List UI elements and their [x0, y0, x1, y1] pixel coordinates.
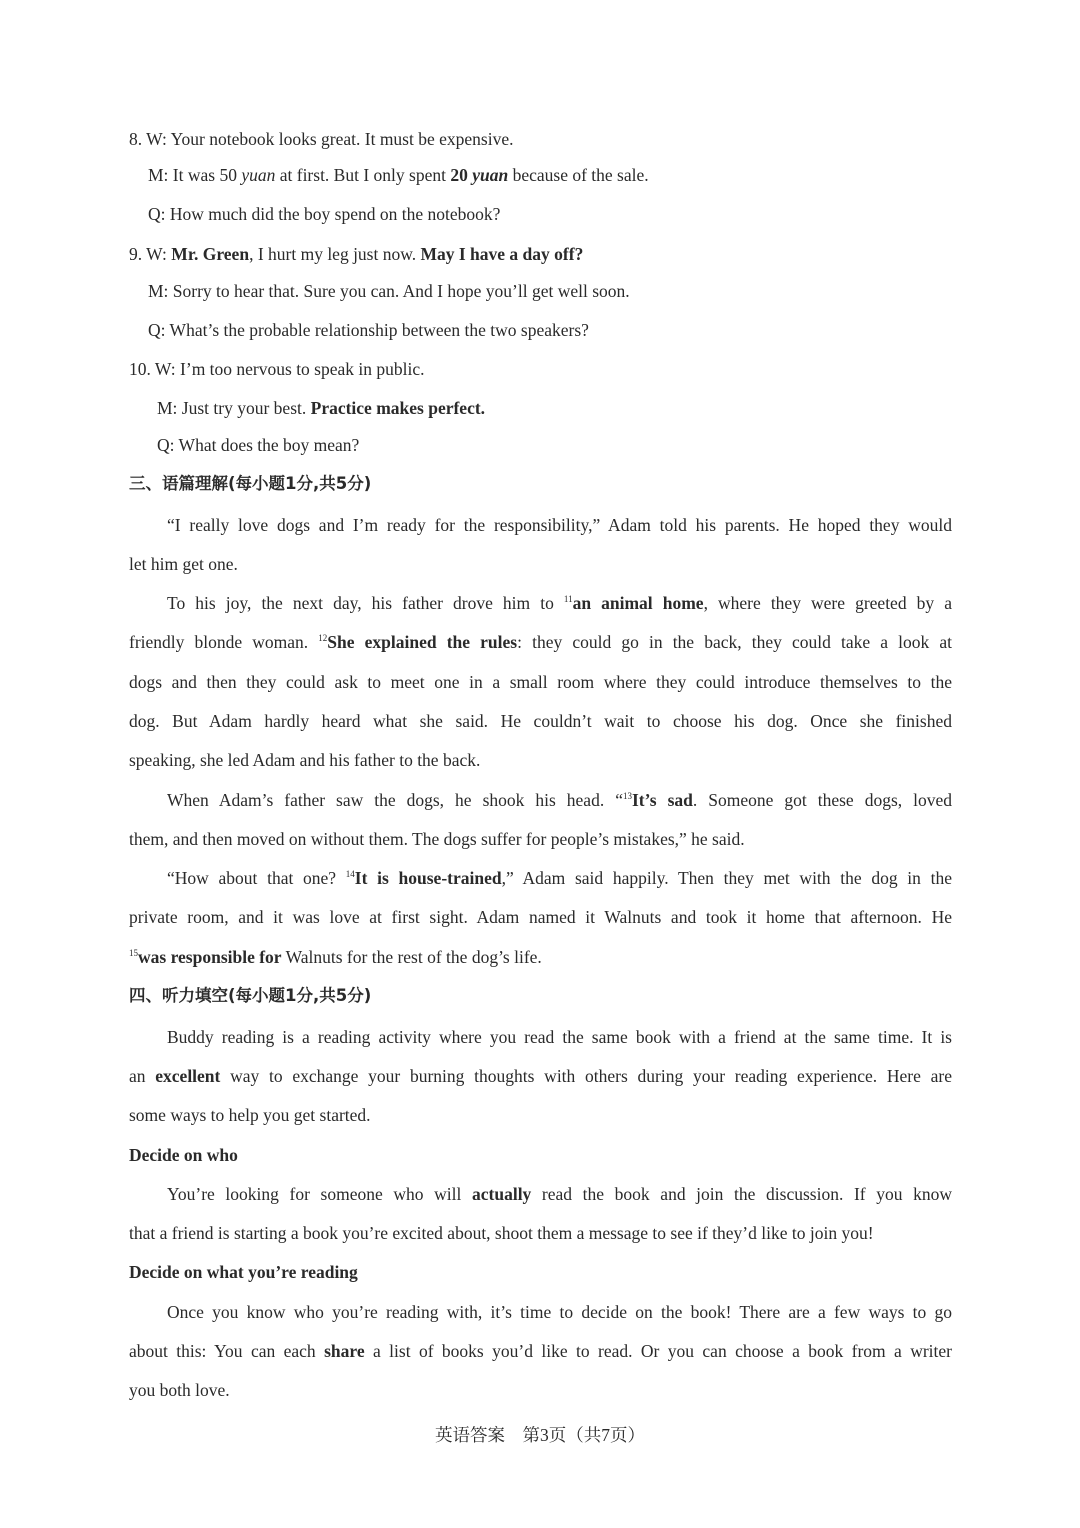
q10-woman-line: 10. W: I’m too nervous to speak in public. — [129, 359, 425, 379]
passage-line: let him get one. — [129, 554, 238, 574]
passage-line: you both love. — [129, 1380, 230, 1400]
page-footer: 英语答案 第3页（共7页） — [435, 1425, 645, 1445]
passage-line: an excellent way to exchange your burning thoughts with others during your reading experience. Here are — [129, 1066, 952, 1086]
q8-man-line: M: It was 50 yuan at first. But I only spent 20 yuan because of the sale. — [148, 165, 649, 185]
subheading-decide-on-what: Decide on what you’re reading — [129, 1262, 358, 1282]
passage-paragraph: Buddy reading is a reading activity where you read the same book with a friend at the same time. It is — [167, 1027, 952, 1047]
passage-line: $^{15}$was responsible for Walnuts for the rest of the dog’s life. — [129, 947, 542, 967]
q8-question-line: Q: How much did the boy spend on the notebook? — [148, 204, 501, 224]
passage-paragraph: To his joy, the next day, his father drove him to $^{11}$an animal home, where they were greeted by a — [167, 593, 952, 613]
passage-line: about this: You can each share a list of books you’d like to read. Or you can choose a book from a writer — [129, 1341, 952, 1361]
passage-paragraph: When Adam’s father saw the dogs, he shook his head. “$^{13}$It’s sad. Someone got these dogs, loved — [167, 790, 952, 810]
q10-question-line: Q: What does the boy mean? — [157, 435, 360, 455]
passage-paragraph: Once you know who you’re reading with, it’s time to decide on the book! There are a few ways to go — [167, 1302, 952, 1322]
passage-line: friendly blonde woman. $^{12}$She explained the rules: they could go in the back, they could take a look at — [129, 632, 952, 652]
section-3-heading: 三、语篇理解(每小题1分,共5分) — [129, 474, 372, 493]
passage-line: speaking, she led Adam and his father to the back. — [129, 750, 481, 770]
subheading-decide-on-who: Decide on who — [129, 1145, 238, 1165]
answer-number: 12 — [318, 633, 328, 643]
q9-woman-line: 9. W: Mr. Green, I hurt my leg just now. May I have a day off? — [129, 244, 584, 264]
answer-number: 14 — [345, 869, 355, 879]
passage-line: dog. But Adam hardly heard what she said. He couldn’t wait to choose his dog. Once she finished — [129, 711, 952, 731]
passage-line: them, and then moved on without them. The dogs suffer for people’s mistakes,” he said. — [129, 829, 745, 849]
passage-line: private room, and it was love at first sight. Adam named it Walnuts and took it home that afternoon. He — [129, 907, 952, 927]
passage-line: dogs and then they could ask to meet one in a small room where they could introduce themselves to the — [129, 672, 952, 692]
passage-paragraph: “I really love dogs and I’m ready for the responsibility,” Adam told his parents. He hoped they would — [167, 515, 952, 535]
answer-number: 15 — [129, 948, 138, 958]
q10-man-line: M: Just try your best. Practice makes perfect. — [157, 398, 486, 418]
q9-man-line: M: Sorry to hear that. Sure you can. And I hope you’ll get well soon. — [148, 281, 630, 301]
passage-line: some ways to help you get started. — [129, 1105, 371, 1125]
section-4-heading: 四、听力填空(每小题1分,共5分) — [129, 986, 372, 1005]
q9-question-line: Q: What’s the probable relationship between the two speakers? — [148, 320, 589, 340]
passage-paragraph: You’re looking for someone who will actually read the book and join the discussion. If you know — [167, 1184, 952, 1204]
q8-woman-line: 8. W: Your notebook looks great. It must be expensive. — [129, 129, 514, 149]
passage-line: that a friend is starting a book you’re excited about, shoot them a message to see if they’d like to join you! — [129, 1223, 874, 1243]
passage-paragraph: “How about that one? $^{14}$It is house-trained,” Adam said happily. Then they met with the dog in the — [167, 868, 952, 888]
answer-number: 11 — [563, 594, 573, 604]
answer-number: 13 — [622, 791, 632, 801]
